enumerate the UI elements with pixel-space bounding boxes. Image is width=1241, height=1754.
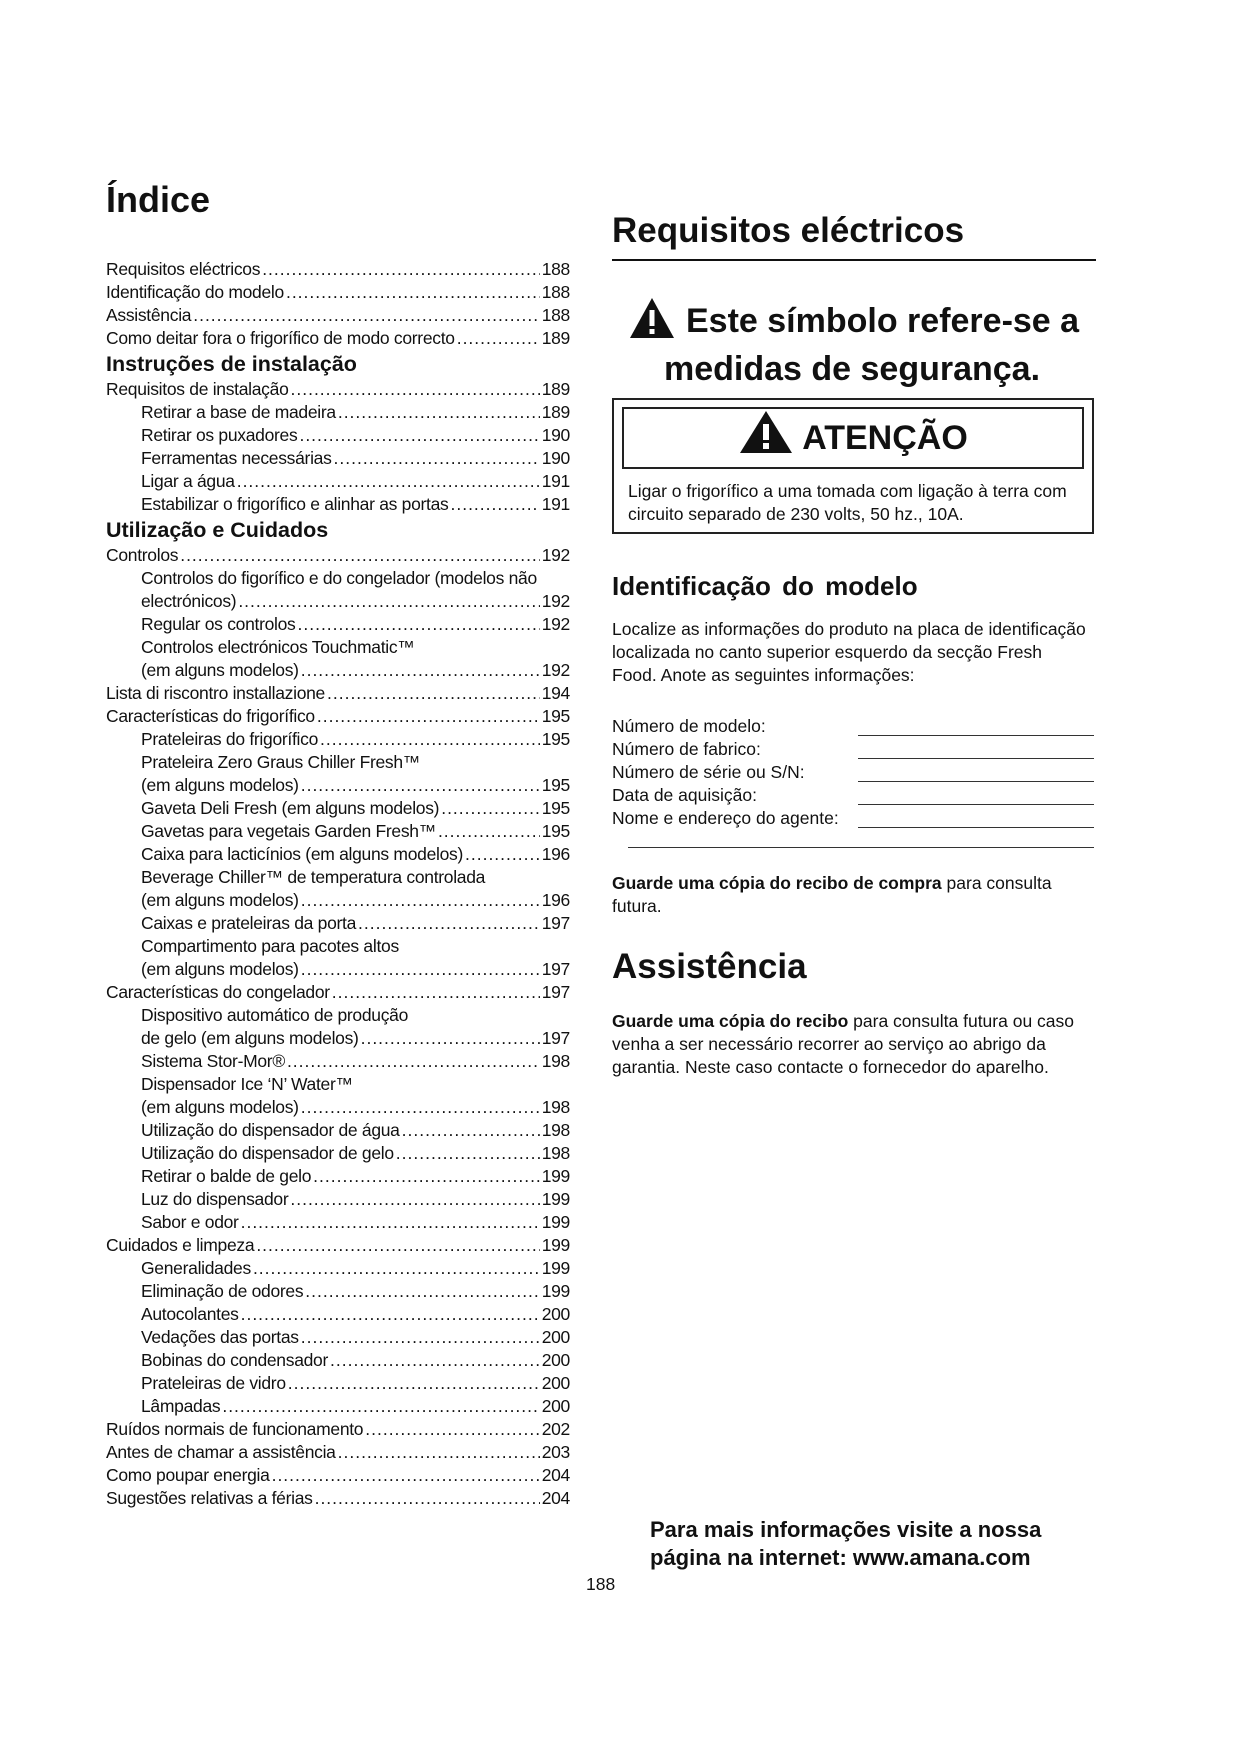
toc-entry-page: 195 — [541, 798, 570, 818]
toc-entry — [106, 1372, 570, 1395]
toc-entry-title: Prateleiras de vidro — [141, 1373, 286, 1393]
toc-entry-title: Generalidades — [141, 1258, 251, 1278]
toc-entry — [106, 1395, 570, 1418]
toc-entry — [106, 866, 570, 889]
toc-entry-title: Antes de chamar a assistência — [106, 1442, 336, 1462]
toc-entry — [106, 1027, 570, 1050]
toc-entry-title: Características do frigorífico — [106, 706, 315, 726]
toc-entry-title: Lâmpadas — [141, 1396, 221, 1416]
toc-entry-page: 192 — [541, 545, 570, 565]
toc-entry-title: Retirar os puxadores — [141, 425, 298, 445]
toc-entry-page: 199 — [541, 1258, 570, 1278]
toc-entry — [106, 659, 570, 682]
toc-entry — [106, 493, 570, 516]
toc-entry-page: 190 — [541, 448, 570, 468]
toc-entry-page: 198 — [541, 1051, 570, 1071]
toc-dot-leader — [315, 1487, 540, 1510]
toc-entry-page: 198 — [541, 1097, 570, 1117]
toc-dot-leader — [238, 590, 539, 613]
toc-dot-leader — [465, 843, 540, 866]
toc-entry — [106, 636, 570, 659]
toc-dot-leader — [402, 1119, 540, 1142]
toc-dot-leader — [396, 1142, 540, 1165]
toc-entry-page: 199 — [541, 1166, 570, 1186]
toc-entry-title: Gavetas para vegetais Garden Fresh™ — [141, 821, 436, 841]
toc-entry — [106, 728, 570, 751]
form-field-blank-line[interactable] — [858, 781, 1094, 782]
toc-dot-leader — [338, 401, 540, 424]
form-field-blank-line[interactable] — [858, 735, 1094, 736]
toc-entry — [106, 258, 570, 281]
form-field-row — [612, 784, 1096, 807]
receipt-note-bold: Guarde uma cópia do recibo de compra — [612, 873, 942, 893]
toc-entry-page: 200 — [541, 1350, 570, 1370]
toc-entry-page: 203 — [541, 1442, 570, 1462]
toc-entry — [106, 567, 570, 590]
toc-entry-page: 188 — [541, 259, 570, 279]
toc-entry — [106, 981, 570, 1004]
assistance-text-bold: Guarde uma cópia do recibo — [612, 1011, 849, 1031]
toc-entry-page: 199 — [541, 1281, 570, 1301]
toc-entry-title: Eliminação de odores — [141, 1281, 304, 1301]
toc-entry-page: 195 — [541, 821, 570, 841]
toc-entry-page: 199 — [541, 1212, 570, 1232]
warning-triangle-icon — [738, 409, 794, 460]
form-separator-line — [628, 847, 1094, 848]
toc-dot-leader — [301, 774, 540, 797]
toc-entry — [106, 1211, 570, 1234]
toc-entry-page: 192 — [541, 591, 570, 611]
toc-entry-page: 195 — [541, 706, 570, 726]
toc-entry — [106, 1280, 570, 1303]
toc-entry-page: 204 — [541, 1465, 570, 1485]
warning-header — [622, 407, 1084, 469]
toc-entry-title: Prateleira Zero Graus Chiller Fresh™ — [141, 752, 421, 772]
website-note — [650, 1516, 1090, 1572]
toc-entry-title: (em alguns modelos) — [141, 775, 299, 795]
toc-dot-leader — [320, 728, 540, 751]
toc-entry — [106, 304, 570, 327]
toc-entry — [106, 281, 570, 304]
toc-entry — [106, 1326, 570, 1349]
safety-symbol-text-2: medidas de segurança. — [664, 350, 1041, 388]
form-field-label: Número de modelo: — [612, 716, 766, 736]
toc-entry-page: 197 — [541, 913, 570, 933]
toc-entry-title: (em alguns modelos) — [141, 959, 299, 979]
form-field-label: Data de aquisição: — [612, 785, 757, 805]
toc-entry-title: Como poupar energia — [106, 1465, 270, 1485]
toc-entry — [106, 1073, 570, 1096]
toc-entry — [106, 912, 570, 935]
toc-dot-leader — [237, 470, 540, 493]
safety-symbol-text: Este símbolo refere-se a — [686, 302, 1080, 340]
toc-dot-leader — [222, 1395, 539, 1418]
toc-entry-page: 188 — [541, 282, 570, 302]
toc-dot-leader — [305, 1280, 539, 1303]
toc-dot-leader — [301, 659, 540, 682]
warning-label: ATENÇÃO — [802, 419, 968, 457]
toc-dot-leader — [180, 544, 539, 567]
warning-text: Ligar o frigorífico a uma tomada com ligação à terra com circuito separado de 230 volts, 50 hz., 10A. — [628, 481, 1067, 524]
toc-entry-title: (em alguns modelos) — [141, 1097, 299, 1117]
toc-entry — [106, 843, 570, 866]
toc-dot-leader — [450, 493, 539, 516]
toc-entry-title: Sugestões relativas a férias — [106, 1488, 313, 1508]
toc-entry-title: Luz do dispensador — [141, 1189, 289, 1209]
toc-entry-page: 192 — [541, 660, 570, 680]
toc-entry-title: Bobinas do condensador — [141, 1350, 329, 1370]
toc-dot-leader — [298, 613, 540, 636]
toc-entry-title: Gaveta Deli Fresh (em alguns modelos) — [141, 798, 440, 818]
toc-entry-page: 191 — [541, 471, 570, 491]
toc-entry — [106, 1349, 570, 1372]
toc-entry-title: Vedações das portas — [141, 1327, 299, 1347]
toc-entry-title: Dispositivo automático de produção — [141, 1005, 409, 1025]
toc-entry — [106, 1487, 570, 1510]
toc-entry-page: 200 — [541, 1304, 570, 1324]
toc-dot-leader — [301, 1326, 540, 1349]
toc-dot-leader — [241, 1211, 540, 1234]
toc-entry — [106, 1050, 570, 1073]
toc-entry-page: 197 — [541, 959, 570, 979]
toc-entry-title: Prateleiras do frigorífico — [141, 729, 319, 749]
toc-entry-title: Utilização do dispensador de gelo — [141, 1143, 394, 1163]
toc-entry-title: (em alguns modelos) — [141, 660, 299, 680]
model-identification-intro: Localize as informações do produto na placa de identificação localizada no canto superior esquerdo da secção Fresh Food. Anote as seguintes informações: — [612, 619, 1086, 685]
toc-entry — [106, 889, 570, 912]
toc-entry-title: Requisitos eléctricos — [106, 259, 261, 279]
toc-entry-title: Autocolantes — [141, 1304, 239, 1324]
toc-entry — [106, 544, 570, 567]
toc-entry-title: Cuidados e limpeza — [106, 1235, 255, 1255]
toc-dot-leader — [313, 1165, 540, 1188]
toc-entry-title: (em alguns modelos) — [141, 890, 299, 910]
toc-entry — [106, 378, 570, 401]
toc-dot-leader — [301, 1096, 540, 1119]
warning-box — [612, 398, 1094, 534]
toc-entry-title: Características do congelador — [106, 982, 330, 1002]
assistance-title: Assistência — [612, 947, 807, 986]
toc-dot-leader — [288, 1372, 540, 1395]
toc-entry-page: 200 — [541, 1327, 570, 1347]
toc-dot-leader — [330, 1349, 540, 1372]
toc-section-heading: Utilização e Cuidados — [106, 518, 329, 542]
toc-entry-page: 189 — [541, 402, 570, 422]
form-field-label: Número de série ou S/N: — [612, 762, 805, 782]
toc-entry-title: de gelo (em alguns modelos) — [141, 1028, 359, 1048]
toc-dot-leader — [286, 281, 540, 304]
toc-entry-title: Como deitar fora o frigorífico de modo correcto — [106, 328, 455, 348]
toc-entry — [106, 958, 570, 981]
toc-dot-leader — [317, 705, 540, 728]
toc-entry — [106, 935, 570, 958]
toc-dot-leader — [327, 682, 540, 705]
model-info-form — [612, 715, 1096, 830]
toc-entry-title: Sistema Stor-Mor® — [141, 1051, 285, 1071]
toc-entry — [106, 1441, 570, 1464]
toc-dot-leader — [299, 424, 539, 447]
toc-entry-page: 188 — [541, 305, 570, 325]
toc-entry-title: Requisitos de instalação — [106, 379, 289, 399]
toc-entry-page: 204 — [541, 1488, 570, 1508]
toc-dot-leader — [272, 1464, 540, 1487]
toc-entry — [106, 1418, 570, 1441]
form-field-row — [612, 761, 1096, 784]
toc-dot-leader — [291, 378, 540, 401]
form-field-label: Número de fabrico: — [612, 739, 761, 759]
toc-entry-page: 191 — [541, 494, 570, 514]
toc-dot-leader — [193, 304, 539, 327]
toc-dot-leader — [334, 447, 540, 470]
toc-entry-page: 195 — [541, 775, 570, 795]
toc-dot-leader — [338, 1441, 540, 1464]
toc-entry-page: 190 — [541, 425, 570, 445]
toc-entry — [106, 1165, 570, 1188]
toc-entry-title: Retirar a base de madeira — [141, 402, 336, 422]
toc-entry-title: Assistência — [106, 305, 192, 325]
toc-entry-page: 202 — [541, 1419, 570, 1439]
toc-entry — [106, 682, 570, 705]
toc-entry — [106, 774, 570, 797]
table-of-contents — [106, 258, 570, 1510]
toc-entry — [106, 1142, 570, 1165]
form-field-blank-line[interactable] — [858, 758, 1094, 759]
toc-entry-title: Caixa para lacticínios (em alguns modelos) — [141, 844, 463, 864]
toc-entry — [106, 1234, 570, 1257]
toc-entry-page: 198 — [541, 1143, 570, 1163]
form-field-label: Nome e endereço do agente: — [612, 808, 839, 828]
toc-entry-page: 199 — [541, 1189, 570, 1209]
toc-dot-leader — [256, 1234, 539, 1257]
index-title: Índice — [106, 179, 211, 220]
toc-entry-page: 192 — [541, 614, 570, 634]
electrical-requirements-title: Requisitos eléctricos — [612, 211, 965, 250]
website-note-line-1: Para mais informações visite a nossa — [650, 1517, 1042, 1542]
toc-dot-leader — [301, 889, 540, 912]
toc-entry-title: Controlos do figorífico e do congelador (modelos não — [141, 568, 537, 588]
toc-entry-page: 200 — [541, 1373, 570, 1393]
toc-dot-leader — [262, 258, 540, 281]
toc-entry — [106, 590, 570, 613]
toc-dot-leader — [365, 1418, 539, 1441]
form-field-row — [612, 715, 1096, 738]
toc-dot-leader — [287, 1050, 540, 1073]
toc-entry-page: 196 — [541, 844, 570, 864]
form-field-row — [612, 738, 1096, 761]
toc-dot-leader — [361, 1027, 540, 1050]
toc-entry-title: Regular os controlos — [141, 614, 296, 634]
toc-entry — [106, 447, 570, 470]
toc-entry — [106, 327, 570, 350]
toc-entry — [106, 1096, 570, 1119]
toc-entry-title: Controlos — [106, 545, 179, 565]
toc-entry-title: Ruídos normais de funcionamento — [106, 1419, 364, 1439]
toc-dot-leader — [441, 797, 539, 820]
toc-entry — [106, 613, 570, 636]
toc-entry — [106, 797, 570, 820]
toc-entry — [106, 1119, 570, 1142]
toc-entry-title: Caixas e prateleiras da porta — [141, 913, 357, 933]
toc-entry — [106, 424, 570, 447]
toc-entry — [106, 470, 570, 493]
toc-entry-title: Retirar o balde de gelo — [141, 1166, 312, 1186]
toc-dot-leader — [332, 981, 540, 1004]
toc-entry-page: 189 — [541, 328, 570, 348]
toc-entry-title: Sabor e odor — [141, 1212, 239, 1232]
toc-entry-title: Utilização do dispensador de água — [141, 1120, 400, 1140]
toc-entry-page: 199 — [541, 1235, 570, 1255]
toc-entry-title: Estabilizar o frigorífico e alinhar as portas — [141, 494, 449, 514]
toc-entry — [106, 1257, 570, 1280]
toc-entry-title: Ligar a água — [141, 471, 235, 491]
toc-entry — [106, 1303, 570, 1326]
toc-dot-leader — [290, 1188, 539, 1211]
toc-entry-title: Compartimento para pacotes altos — [141, 936, 399, 956]
toc-dot-leader — [358, 912, 540, 935]
toc-entry — [106, 401, 570, 424]
receipt-note — [612, 872, 1082, 918]
toc-entry-page: 194 — [541, 683, 570, 703]
toc-entry-title: Lista di riscontro installazione — [106, 683, 325, 703]
toc-entry-page: 197 — [541, 982, 570, 1002]
assistance-text — [612, 1010, 1096, 1079]
form-field-blank-line[interactable] — [858, 804, 1094, 805]
toc-entry-page: 195 — [541, 729, 570, 749]
toc-entry — [106, 820, 570, 843]
toc-entry-page: 189 — [541, 379, 570, 399]
form-field-blank-line[interactable] — [858, 827, 1094, 828]
assistance-text-rest: para consulta futura ou caso venha a ser necessário recorrer ao serviço ao abrigo da garantia. Neste caso contacte o fornecedor do aparelho. — [612, 1011, 1075, 1077]
toc-section-heading: Instruções de instalação — [106, 352, 357, 376]
toc-entry-title: electrónicos) — [141, 591, 237, 611]
toc-entry — [106, 1188, 570, 1211]
form-field-row — [612, 807, 1096, 830]
toc-entry-page: 198 — [541, 1120, 570, 1140]
toc-dot-leader — [438, 820, 540, 843]
website-note-line-2: página na internet: www.amana.com — [650, 1545, 1031, 1570]
toc-dot-leader — [457, 327, 540, 350]
toc-entry — [106, 705, 570, 728]
toc-dot-leader — [253, 1257, 540, 1280]
model-identification-title: Identificação do modelo — [612, 571, 918, 601]
toc-entry — [106, 751, 570, 774]
toc-entry-title: Controlos electrónicos Touchmatic™ — [141, 637, 415, 657]
page-number: 188 — [586, 1574, 616, 1594]
toc-entry — [106, 1464, 570, 1487]
toc-entry — [106, 1004, 570, 1027]
toc-entry-title: Dispensador Ice ‘N’ Water™ — [141, 1074, 353, 1094]
receipt-note-rest: para consulta futura. — [612, 873, 1052, 916]
toc-entry-title: Beverage Chiller™ de temperatura controlada — [141, 867, 486, 887]
toc-entry-page: 196 — [541, 890, 570, 910]
toc-entry-title: Ferramentas necessárias — [141, 448, 332, 468]
toc-dot-leader — [301, 958, 540, 981]
toc-entry-title: Identificação do modelo — [106, 282, 284, 302]
section-rule — [612, 259, 1096, 261]
toc-entry-page: 200 — [541, 1396, 570, 1416]
toc-entry-page: 197 — [541, 1028, 570, 1048]
toc-dot-leader — [241, 1303, 540, 1326]
